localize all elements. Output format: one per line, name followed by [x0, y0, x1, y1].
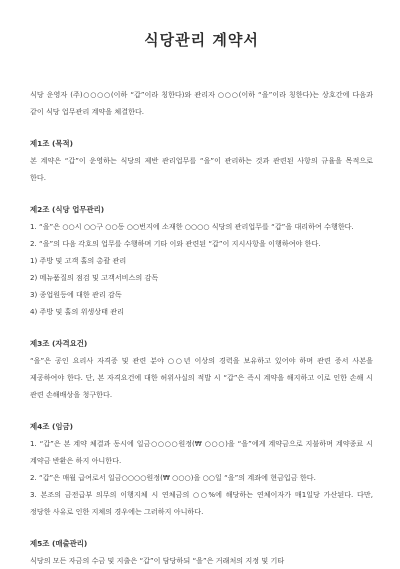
article-heading: 제3조 (자격요건): [30, 339, 88, 348]
article-paragraph: 2. “을”의 다음 각호의 업무를 수행하며 기타 이와 관련된 “갑”이 지시사항을 이행하여야 한다.: [30, 239, 321, 248]
article-paragraph: 본 계약은 “갑”이 운영하는 식당의 제반 관리업무를 “을”이 관리하는 것과 관련된 사항의 규율을 목적으로 한다.: [30, 156, 376, 182]
article-2: [30, 201, 373, 320]
article-heading: 제5조 (매출관리): [30, 539, 88, 548]
article-heading: 제4조 (임금): [30, 422, 74, 431]
article-paragraph: “을”은 공인 요리사 자격증 및 관련 분야 ○○년 이상의 경력을 보유하고 있어야 하며 관련 증서 사본을 제공하여야 한다. 단, 본 자격요건에 대한 허위사실의 적발 시 “갑”은 즉시 계약을 해지하고 이로 인한 손해 시 관련 손해배상을 청구한다.: [30, 356, 376, 399]
list-item: 4) 주방 및 홀의 위생상태 관리: [30, 307, 124, 316]
article-paragraph: 식당의 모든 자금의 수금 및 지출은 “갑”이 담당하되 “을”은 거래처의 지정 및 기타: [30, 556, 285, 565]
list-item: 3) 종업원등에 대한 관리 감독: [30, 290, 122, 299]
article-paragraph: 1. “을”은 ○○시 ○○구 ○○동 ○○번지에 소재한 ○○○○ 식당의 관리업무를 “갑”을 대리하여 수행한다.: [30, 222, 354, 231]
article-1: [30, 135, 376, 186]
document-title: 식당관리 계약서: [144, 31, 259, 49]
article-paragraph: 2. “갑”은 매월 급여로서 일금○○○○원정(₩ ○○○)을 ○○일 “을”의 계좌에 현금입금 한다.: [30, 473, 316, 482]
article-paragraph: 1. “갑”은 본 계약 체결과 동시에 일금○○○○원정(₩ ○○○)을 “을”에게 계약금으로 지불하며 계약종료 시 계약금 반환은 하지 아니한다.: [30, 439, 376, 465]
article-heading: 제1조 (목적): [30, 139, 74, 148]
intro-paragraph: 식당 운영자 (주)○○○○(이하 “갑”이라 칭한다)와 관리자 ○○○(이하 “을”이라 칭한다)는 상호간에 다음과 같이 식당 업무관리 계약을 체결한다.: [30, 90, 376, 116]
article-paragraph: 3. 본조의 금전급부 의무의 이행지체 시 연체금의 ○○%에 해당하는 연체이자가 매1일당 가산된다. 다만, 정당한 사유로 인한 지체의 경우에는 그러하지 아니하다.: [30, 490, 376, 516]
article-4: [30, 418, 376, 520]
article-3: [30, 335, 376, 403]
list-item: 1) 주방 및 고객 홀의 총괄 관리: [30, 256, 127, 265]
article-heading: 제2조 (식당 업무관리): [30, 205, 105, 214]
list-item: 2) 메뉴품질의 점검 및 고객서비스의 감독: [30, 273, 159, 282]
article-5: [30, 535, 373, 569]
